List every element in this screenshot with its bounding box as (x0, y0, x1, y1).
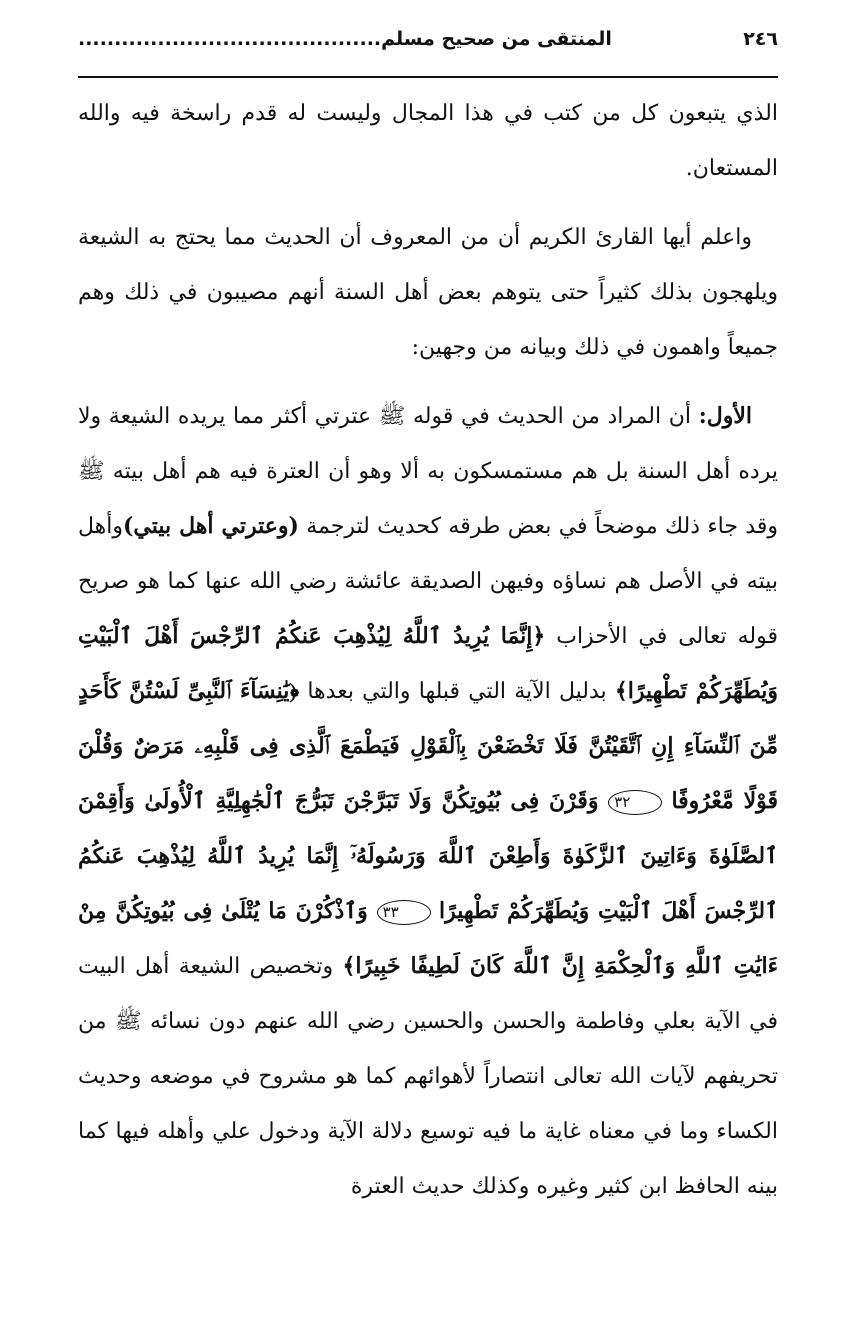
paragraph-3-text-d: وتخصيص الشيعة أهل البيت في الآية بعلي وفاطمة والحسن والحسين رضي الله عنهم دون نسائه ﷺ من تحريفهم لآيات الله تعالى انتصاراً لأهوائهم كما هو مشروح في موضعه وحديث الكساء وما في معناه غاية ما فيه توسيع دلالة الآية ودخول علي وأهله فيها كما بينه الحافظ ابن كثير وغيره وكذلك حديث العترة (78, 954, 778, 1199)
paragraph-3-text-a: أن المراد من الحديث في قوله ﷺ عترتي أكثر مما يريده الشيعة ولا يرده أهل السنة بل هم مستمسكون به ألا وهو أن العترة فيه هم أهل بيته ﷺ وقد جاء ذلك موضحاً في بعض طرقه كحديث لترجمة (78, 404, 778, 539)
page-number: ٢٤٦ (743, 28, 778, 50)
paragraph-3 (78, 389, 778, 1214)
quran-verse-ahzab-33-b: وَقَرْنَ فِى بُيُوتِكُنَّ وَلَا تَبَرَّجْنَ تَبَرُّجَ ٱلْجَٰهِلِيَّةِ ٱلْأُولَىٰ وَأَقِمْنَ ٱلصَّلَوٰةَ وَءَاتِينَ ٱلزَّكَوٰةَ وَأَطِعْنَ ٱللَّهَ وَرَسُولَهُۥٓ إِنَّمَا يُرِيدُ ٱللَّهُ لِيُذْهِبَ عَنكُمُ ٱلرِّجْسَ أَهْلَ ٱلْبَيْتِ وَيُطَهِّرَكُمْ تَطْهِيرًا (78, 788, 778, 924)
paragraph-1 (78, 86, 778, 196)
quran-verse-ahzab-32-a: ﴿يَٰنِسَآءَ ٱلنَّبِىِّ لَسْتُنَّ كَأَحَدٍ مِّنَ ٱلنِّسَآءِ إِنِ ٱتَّقَيْتُنَّ فَلَا تَخْضَعْنَ بِٱلْقَوْلِ فَيَطْمَعَ ٱلَّذِى فِى قَلْبِهِۦ مَرَضٌ وَقُلْنَ قَوْلًا مَّعْرُوفًا (78, 678, 778, 814)
ayah-number-33: ٣٣ (377, 900, 431, 925)
paragraph-2-text: واعلم أيها القارئ الكريم أن من المعروف أن الحديث مما يحتج به الشيعة ويلهجون بذلك كثيراً حتى يتوهم بعض أهل السنة أنهم مصيبون في ذلك وهم جميعاً واهمون في ذلك وبيانه من وجهين: (78, 225, 778, 360)
quran-verse-ahzab-33: ﴿إِنَّمَا يُرِيدُ ٱللَّهُ لِيُذْهِبَ عَنكُمُ ٱلرِّجْسَ أَهْلَ ٱلْبَيْتِ وَيُطَهِّرَكُمْ تَطْهِيرًا﴾ (78, 623, 778, 704)
header-rule (78, 76, 778, 78)
paragraph-1-text: الذي يتبعون كل من كتب في هذا المجال وليست له قدم راسخة فيه والله المستعان. (78, 101, 778, 181)
paragraph-3-text-b: وأهل بيته في الأصل هم نساؤه وفيهن الصديقة عائشة رضي الله عنها كما هو صريح قوله تعالى في الأحزاب (78, 514, 778, 649)
chapter-title-reference: (وعترتي أهل بيتي) (123, 513, 299, 539)
paragraph-3-label: الأول: (698, 403, 752, 429)
book-title: المنتقى من صحيح مسلم.......................................... (78, 28, 612, 50)
page-header (78, 28, 778, 62)
book-page (78, 28, 778, 1288)
quran-verse-ahzab-34: وَٱذْكُرْنَ مَا يُتْلَىٰ فِى بُيُوتِكُنَّ مِنْ ءَايَٰتِ ٱللَّهِ وَٱلْحِكْمَةِ إِنَّ ٱللَّهَ كَانَ لَطِيفًا خَبِيرًا﴾ (78, 898, 778, 979)
paragraph-2 (78, 210, 778, 375)
ayah-number-32: ٣٢ (608, 790, 662, 815)
paragraph-3-text-c: بدليل الآية التي قبلها والتي بعدها (299, 679, 615, 704)
page-body (78, 86, 778, 1214)
